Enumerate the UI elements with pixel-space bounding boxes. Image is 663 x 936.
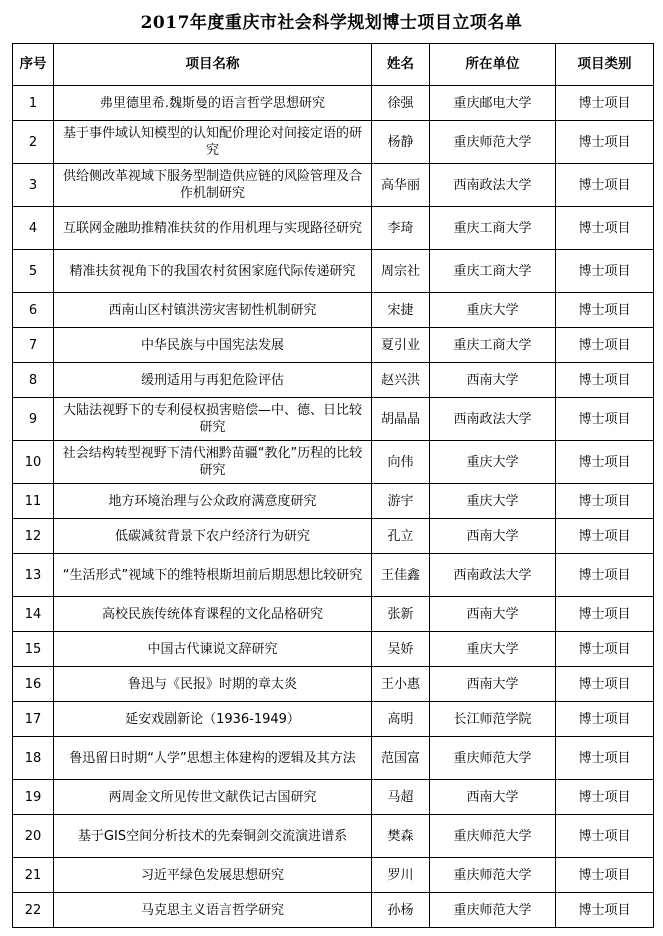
cell-unit: 长江师范学院 (430, 702, 556, 737)
cell-project: 高校民族传统体育课程的文化品格研究 (54, 597, 372, 632)
cell-num: 9 (13, 398, 54, 441)
cell-name: 高华丽 (372, 164, 430, 207)
table-row (13, 250, 654, 293)
header-project: 项目名称 (54, 44, 372, 86)
cell-num: 2 (13, 121, 54, 164)
cell-type: 博士项目 (556, 554, 654, 597)
cell-type: 博士项目 (556, 363, 654, 398)
cell-project: 中华民族与中国宪法发展 (54, 328, 372, 363)
cell-type: 博士项目 (556, 121, 654, 164)
cell-type: 博士项目 (556, 328, 654, 363)
cell-project: 供给侧改革视域下服务型制造供应链的风险管理及合作机制研究 (54, 164, 372, 207)
cell-unit: 重庆大学 (430, 632, 556, 667)
cell-project: 延安戏剧新论（1936-1949） (54, 702, 372, 737)
cell-unit: 重庆工商大学 (430, 207, 556, 250)
cell-type: 博士项目 (556, 441, 654, 484)
table-row (13, 519, 654, 554)
cell-project: 精准扶贫视角下的我国农村贫困家庭代际传递研究 (54, 250, 372, 293)
table-row (13, 667, 654, 702)
project-table (12, 43, 654, 928)
cell-name: 杨静 (372, 121, 430, 164)
cell-unit: 重庆工商大学 (430, 328, 556, 363)
cell-type: 博士项目 (556, 293, 654, 328)
cell-type: 博士项目 (556, 86, 654, 121)
cell-num: 16 (13, 667, 54, 702)
cell-unit: 西南大学 (430, 363, 556, 398)
table-row (13, 702, 654, 737)
cell-project: “生活形式”视域下的维特根斯坦前后期思想比较研究 (54, 554, 372, 597)
cell-project: 习近平绿色发展思想研究 (54, 858, 372, 893)
cell-name: 胡晶晶 (372, 398, 430, 441)
cell-project: 地方环境治理与公众政府满意度研究 (54, 484, 372, 519)
cell-project: 基于GIS空间分析技术的先秦铜剑交流演进谱系 (54, 815, 372, 858)
cell-type: 博士项目 (556, 858, 654, 893)
cell-num: 10 (13, 441, 54, 484)
cell-type: 博士项目 (556, 632, 654, 667)
cell-name: 孙杨 (372, 893, 430, 928)
cell-name: 周宗社 (372, 250, 430, 293)
table-row (13, 121, 654, 164)
cell-project: 互联网金融助推精准扶贫的作用机理与实现路径研究 (54, 207, 372, 250)
table-row (13, 893, 654, 928)
cell-unit: 西南大学 (430, 667, 556, 702)
table-row (13, 737, 654, 780)
table-row (13, 293, 654, 328)
cell-num: 3 (13, 164, 54, 207)
cell-num: 8 (13, 363, 54, 398)
cell-num: 12 (13, 519, 54, 554)
cell-type: 博士项目 (556, 737, 654, 780)
cell-num: 5 (13, 250, 54, 293)
cell-unit: 西南大学 (430, 519, 556, 554)
cell-type: 博士项目 (556, 667, 654, 702)
cell-unit: 重庆师范大学 (430, 737, 556, 780)
cell-unit: 重庆工商大学 (430, 250, 556, 293)
cell-num: 21 (13, 858, 54, 893)
header-unit: 所在单位 (430, 44, 556, 86)
cell-project: 弗里德里希.魏斯曼的语言哲学思想研究 (54, 86, 372, 121)
table-row (13, 597, 654, 632)
cell-name: 范国富 (372, 737, 430, 780)
cell-name: 吴娇 (372, 632, 430, 667)
cell-unit: 西南政法大学 (430, 164, 556, 207)
cell-num: 19 (13, 780, 54, 815)
cell-name: 向伟 (372, 441, 430, 484)
cell-unit: 西南大学 (430, 780, 556, 815)
cell-name: 王佳鑫 (372, 554, 430, 597)
cell-name: 王小惠 (372, 667, 430, 702)
cell-name: 徐强 (372, 86, 430, 121)
table-row (13, 815, 654, 858)
table-row (13, 484, 654, 519)
cell-project: 西南山区村镇洪涝灾害韧性机制研究 (54, 293, 372, 328)
cell-type: 博士项目 (556, 893, 654, 928)
cell-unit: 重庆师范大学 (430, 858, 556, 893)
cell-num: 11 (13, 484, 54, 519)
cell-unit: 重庆大学 (430, 293, 556, 328)
cell-project: 大陆法视野下的专利侵权损害赔偿—中、德、日比较研究 (54, 398, 372, 441)
table-row (13, 632, 654, 667)
cell-project: 社会结构转型视野下清代湘黔苗疆“教化”历程的比较研究 (54, 441, 372, 484)
cell-type: 博士项目 (556, 780, 654, 815)
cell-type: 博士项目 (556, 398, 654, 441)
cell-name: 罗川 (372, 858, 430, 893)
cell-name: 游宇 (372, 484, 430, 519)
cell-name: 高明 (372, 702, 430, 737)
cell-unit: 西南政法大学 (430, 554, 556, 597)
table-row (13, 554, 654, 597)
cell-name: 宋捷 (372, 293, 430, 328)
cell-num: 18 (13, 737, 54, 780)
cell-name: 夏引业 (372, 328, 430, 363)
cell-unit: 重庆师范大学 (430, 121, 556, 164)
document-title: 2017年度重庆市社会科学规划博士项目立项名单 (140, 13, 523, 33)
table-row (13, 363, 654, 398)
table-row (13, 858, 654, 893)
cell-project: 鲁迅与《民报》时期的章太炎 (54, 667, 372, 702)
table-row (13, 328, 654, 363)
cell-num: 6 (13, 293, 54, 328)
cell-type: 博士项目 (556, 207, 654, 250)
cell-name: 马超 (372, 780, 430, 815)
header-num: 序号 (13, 44, 54, 86)
cell-num: 22 (13, 893, 54, 928)
cell-unit: 重庆邮电大学 (430, 86, 556, 121)
cell-type: 博士项目 (556, 484, 654, 519)
cell-name: 孔立 (372, 519, 430, 554)
cell-project: 中国古代谏说文辞研究 (54, 632, 372, 667)
cell-project: 缓刑适用与再犯危险评估 (54, 363, 372, 398)
cell-num: 7 (13, 328, 54, 363)
cell-num: 14 (13, 597, 54, 632)
table-row (13, 86, 654, 121)
cell-unit: 西南政法大学 (430, 398, 556, 441)
cell-name: 樊森 (372, 815, 430, 858)
header-name: 姓名 (372, 44, 430, 86)
cell-name: 李琦 (372, 207, 430, 250)
cell-project: 鲁迅留日时期“人学”思想主体建构的逻辑及其方法 (54, 737, 372, 780)
table-row (13, 398, 654, 441)
cell-type: 博士项目 (556, 597, 654, 632)
cell-project: 两周金文所见传世文献佚记古国研究 (54, 780, 372, 815)
cell-type: 博士项目 (556, 519, 654, 554)
header-type: 项目类别 (556, 44, 654, 86)
cell-project: 马克思主义语言哲学研究 (54, 893, 372, 928)
cell-num: 13 (13, 554, 54, 597)
cell-num: 15 (13, 632, 54, 667)
table-row (13, 207, 654, 250)
cell-num: 20 (13, 815, 54, 858)
cell-num: 1 (13, 86, 54, 121)
cell-unit: 重庆师范大学 (430, 815, 556, 858)
cell-unit: 重庆师范大学 (430, 893, 556, 928)
table-row (13, 780, 654, 815)
cell-unit: 重庆大学 (430, 441, 556, 484)
cell-type: 博士项目 (556, 702, 654, 737)
header-row (13, 44, 654, 86)
table-row (13, 441, 654, 484)
table-row (13, 164, 654, 207)
cell-num: 4 (13, 207, 54, 250)
cell-name: 张新 (372, 597, 430, 632)
cell-name: 赵兴洪 (372, 363, 430, 398)
cell-type: 博士项目 (556, 250, 654, 293)
cell-type: 博士项目 (556, 164, 654, 207)
cell-project: 基于事件域认知模型的认知配价理论对间接定语的研究 (54, 121, 372, 164)
cell-unit: 重庆大学 (430, 484, 556, 519)
cell-num: 17 (13, 702, 54, 737)
cell-project: 低碳减贫背景下农户经济行为研究 (54, 519, 372, 554)
cell-type: 博士项目 (556, 815, 654, 858)
cell-unit: 西南大学 (430, 597, 556, 632)
